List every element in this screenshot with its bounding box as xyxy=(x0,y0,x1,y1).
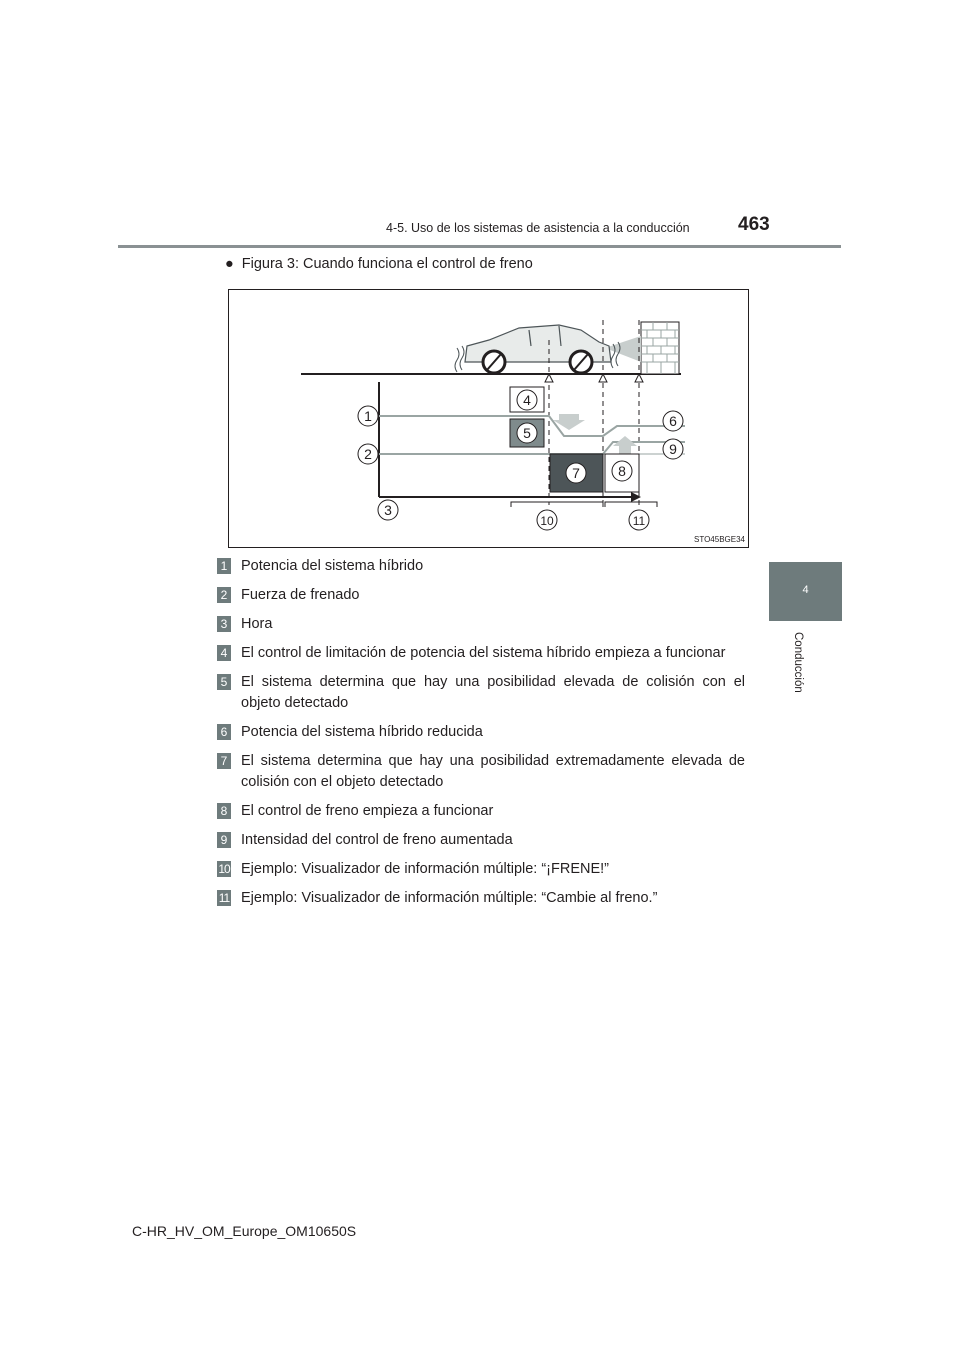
svg-text:6: 6 xyxy=(669,413,677,429)
callout-5 xyxy=(517,423,537,443)
list-item xyxy=(217,643,745,664)
list-item xyxy=(217,751,745,793)
list-item-text: El control de limitación de potencia del sistema híbrido empieza a funcionar xyxy=(241,645,726,661)
list-item xyxy=(217,722,745,743)
header-divider xyxy=(118,245,841,248)
page-number: 463 xyxy=(738,214,770,235)
list-item-text: El control de freno empieza a funcionar xyxy=(241,803,494,819)
svg-text:7: 7 xyxy=(572,465,580,481)
list-item xyxy=(217,614,745,635)
list-item-text: El sistema determina que hay una posibilidad elevada de colisión con el objeto detectado xyxy=(241,674,745,711)
list-item xyxy=(217,888,745,909)
brake-control-diagram xyxy=(228,289,749,548)
number-badge: 9 xyxy=(217,832,231,848)
svg-text:8: 8 xyxy=(618,463,626,479)
callout-11 xyxy=(629,510,649,530)
svg-text:3: 3 xyxy=(384,502,392,518)
list-item xyxy=(217,830,745,851)
car-icon xyxy=(465,325,611,373)
svg-text:2: 2 xyxy=(364,446,372,462)
list-item-text: Hora xyxy=(241,616,273,632)
list-item-text: Ejemplo: Visualizador de información múltiple: “Cambie al freno.” xyxy=(241,890,658,906)
svg-text:10: 10 xyxy=(540,514,554,528)
figure-caption-text: Figura 3: Cuando funciona el control de freno xyxy=(241,256,533,272)
list-item xyxy=(217,859,745,880)
list-item-text: El sistema determina que hay una posibilidad extremadamente elevada de colisión con el objeto detectado xyxy=(241,753,745,790)
callout-8 xyxy=(612,461,632,481)
callout-10 xyxy=(537,510,557,530)
header-section-title: 4-5. Uso de los sistemas de asistencia a la conducción xyxy=(386,221,690,235)
svg-text:11: 11 xyxy=(632,514,646,528)
callout-9 xyxy=(663,439,683,459)
list-item xyxy=(217,556,745,577)
number-badge: 6 xyxy=(217,724,231,740)
list-item-text: Fuerza de frenado xyxy=(241,587,360,603)
number-badge: 7 xyxy=(217,753,231,769)
list-item xyxy=(217,801,745,822)
number-badge: 3 xyxy=(217,616,231,632)
number-badge: 8 xyxy=(217,803,231,819)
document-footer: C-HR_HV_OM_Europe_OM10650S xyxy=(132,1223,357,1239)
legend-list xyxy=(217,556,745,917)
callout-7 xyxy=(566,463,586,483)
list-item-text: Intensidad del control de freno aumentada xyxy=(241,832,513,848)
increase-arrow-icon xyxy=(613,436,637,454)
svg-text:4: 4 xyxy=(523,392,531,408)
figure-caption xyxy=(225,256,533,272)
callout-4 xyxy=(517,390,537,410)
number-badge: 2 xyxy=(217,587,231,603)
bullet-icon: ● xyxy=(225,256,234,272)
diagram-svg xyxy=(229,290,750,549)
bracket-10 xyxy=(511,502,603,507)
number-badge: 1 xyxy=(217,558,231,574)
list-item-text: Potencia del sistema híbrido reducida xyxy=(241,724,483,740)
bracket-11 xyxy=(605,502,657,507)
number-badge: 5 xyxy=(217,674,231,690)
number-badge: 4 xyxy=(217,645,231,661)
figure-code: STO45BGE34 xyxy=(694,535,745,544)
list-item xyxy=(217,585,745,606)
chapter-tab-number: 4 xyxy=(802,584,809,596)
list-item-text: Potencia del sistema híbrido xyxy=(241,558,424,574)
svg-text:1: 1 xyxy=(364,408,372,424)
list-item xyxy=(217,672,745,714)
callout-2 xyxy=(358,444,378,464)
svg-text:5: 5 xyxy=(523,425,531,441)
chapter-tab-label: Conducción xyxy=(792,632,804,693)
brick-wall-icon xyxy=(641,322,679,374)
chapter-tab xyxy=(769,562,842,621)
marker-triangles xyxy=(545,374,643,382)
svg-text:9: 9 xyxy=(669,441,677,457)
list-item-text: Ejemplo: Visualizador de información múltiple: “¡FRENE!” xyxy=(241,861,610,877)
callout-6 xyxy=(663,411,683,431)
callout-3 xyxy=(378,500,398,520)
number-badge: 11 xyxy=(218,891,230,905)
callout-1 xyxy=(358,406,378,426)
number-badge: 10 xyxy=(218,862,230,876)
